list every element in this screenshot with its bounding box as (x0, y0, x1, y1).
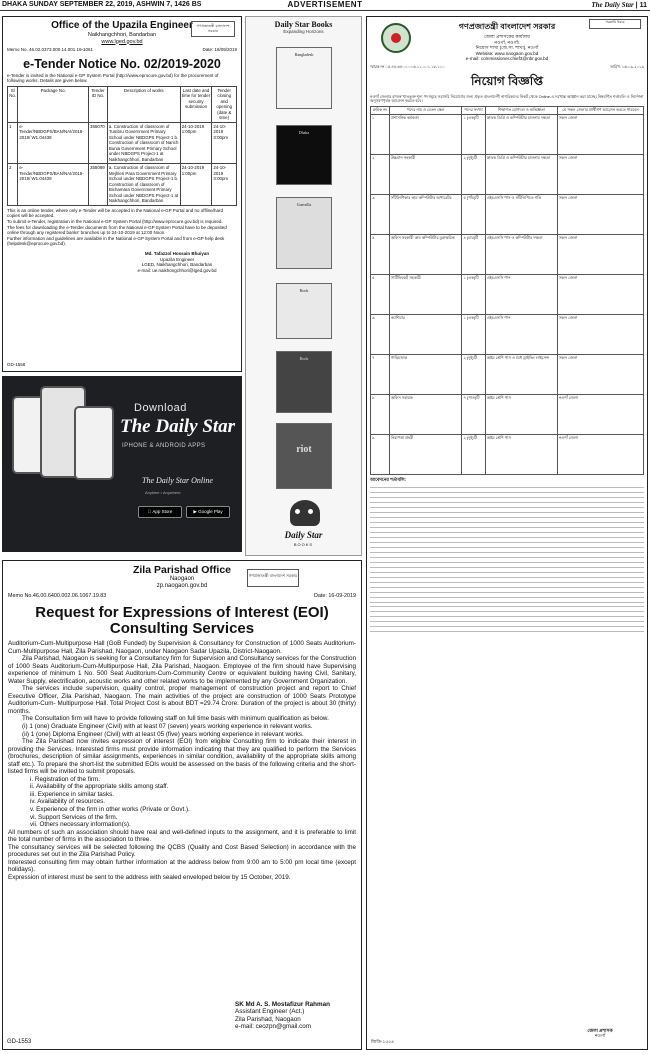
table-row (371, 115, 644, 155)
table-cell: e-Tender/NBDGPS/BAN/NAI/2018-2019/ W1.04439 (18, 164, 89, 206)
table-cell: a. Construction of classroom of Tumbru Government Primary School under NBDGPS Project-1 b. Construction of classroom of Narich Bunia Government Primary School under NBDGPS Project-1 at Naikhangchhori, Bandarban (108, 123, 179, 162)
staff-item: (ii) 1 (one) Diploma Engineer (Civil) with at least 05 (five) years working experience in relevant works. (22, 730, 304, 738)
play-icon: ▶ (193, 509, 197, 514)
table-row (371, 435, 644, 475)
page-number: 11 (639, 2, 647, 9)
upazila-tender-notice (2, 16, 242, 372)
owl-logo-icon (290, 500, 320, 526)
column-header: Sl No. (8, 86, 18, 122)
table-cell: অষ্টম শ্রেণি পাস (485, 435, 557, 475)
tender-table (7, 86, 237, 206)
table-cell: উচ্চমান সহকারী (389, 155, 462, 195)
apple-icon (148, 509, 151, 514)
table-cell: ৭ (সাত)টি (462, 395, 485, 435)
table-cell: ৬ (371, 315, 390, 355)
criteria-item: vii. Others necessary information(s). (30, 821, 131, 829)
paragraph-selection: The consultancy services will be selected following the QCBS (Quality and Cost Based Selection) in accordance with the procedures set out in the Zila Parishad Policy. (8, 843, 356, 859)
table-cell: ২ (দুই)টি (462, 435, 485, 475)
terms-line (370, 578, 644, 582)
govt-stamp: গণপ্রজাতন্ত্রী বাংলাদেশ সরকার (247, 569, 299, 587)
page-header (0, 0, 650, 11)
terms-line (370, 488, 644, 492)
terms-line (370, 563, 644, 567)
criteria-item: vi. Support Services of the firm. (30, 813, 118, 821)
table-cell: e-Tender/NBDGPS/BAN/NAI/2018-2019/ W1.04438 (18, 122, 89, 164)
signature-block (235, 1001, 355, 1031)
table-cell: ১ (এক)টি (462, 315, 485, 355)
book-cover[interactable] (276, 197, 332, 269)
memo-date: তারিখ: ১৬-০৯-২০১৯ (610, 64, 644, 69)
terms-line (370, 623, 644, 627)
memo-number: Memo No.46.00.6400.002.06.1067.19.83 (8, 593, 107, 599)
app-store-label: App Store (149, 509, 170, 514)
table-cell: 24-10-2019 1:00pm (180, 164, 212, 206)
signer-org: Zila Parishad, Naogaon (235, 1015, 301, 1023)
signer-name: SK Md A. S. Mostafizur Rahman (235, 1000, 330, 1008)
note-helpdesk: Further information and guidelines are available in the National e-GP System Portal and from e-GP help desk (helpdesk@eprocure.gov.bd). (7, 235, 225, 247)
terms-line (370, 593, 644, 597)
book-label: riot (296, 444, 312, 455)
column-header: Last date and time for tender security submission (180, 86, 212, 122)
govt-stamp: সরকারি খরচে (589, 19, 641, 29)
download-label: Download (134, 402, 187, 414)
office-location: Naogaon (169, 576, 195, 582)
criteria-list (8, 776, 356, 829)
paragraph-project: Auditorium-Cum-Multipurpose Hall (GoB Funded) by Supervision & Consultancy for Construction of 1000 Seats Auditorium-Cum-Multipurpose Hall, Zila Parishad, Naogaon, under Naogaon Sadar Upazila, District-Naogaon. (8, 640, 356, 655)
memo-line (8, 593, 356, 599)
memo-line (370, 65, 644, 71)
book-cover[interactable] (276, 423, 332, 489)
google-play-label: Google Play (198, 509, 223, 514)
column-header: যে সকল জেলার প্রার্থীগণ আবেদন করতে পারবেন (557, 107, 643, 115)
gov-website[interactable]: Website: www.naogaon.gov.bd (475, 50, 539, 56)
table-cell: ২ (371, 155, 390, 195)
post-table (370, 106, 644, 475)
books-brand-sub: BOOKS (293, 542, 314, 547)
table-cell: সাঁটলিপিকার কাম কম্পিউটার অপারেটর (389, 195, 462, 235)
table-cell: ৯ (371, 435, 390, 475)
table-cell: এইচএসসি পাস (485, 275, 557, 315)
terms-line (370, 618, 644, 622)
table-cell: ১ (371, 115, 390, 155)
terms-line (370, 498, 644, 502)
signer-org: নওগাঁ (594, 1033, 606, 1039)
gov-office: জেলা প্রশাসকের কার্যালয় (483, 34, 531, 39)
column-header: Tender closing and opening (date & time) (212, 86, 237, 122)
notice-subtitle: Consulting Services (109, 620, 255, 637)
terms-line (370, 543, 644, 547)
table-cell: নওগাঁ জেলা (557, 435, 643, 475)
office-website[interactable]: zp.naogaon.gov.bd (156, 583, 208, 589)
terms-line (370, 493, 644, 497)
staff-item: (i) 1 (one) Graduate Engineer (Civil) with at least 07 (seven) years working experience in relevant works. (22, 723, 313, 731)
table-row (8, 122, 237, 164)
table-cell: 355089 (89, 164, 108, 206)
book-cover[interactable] (276, 351, 332, 413)
table-cell: সকল জেলা (557, 195, 643, 235)
platform-label: IPHONE & ANDROID APPS (122, 443, 206, 449)
table-cell: ৩ (371, 195, 390, 235)
table-cell: ২ (দুই)টি (462, 355, 485, 395)
zila-parishad-eoi-notice (2, 560, 362, 1050)
table-cell: নওগাঁ জেলা (557, 395, 643, 435)
table-cell: 24-10-2019 3:00pm (212, 122, 237, 164)
gov-email[interactable]: e-mail: commissioner.chief3@nbr.gov.bd (465, 56, 549, 62)
column-header: Package No. (18, 86, 89, 122)
terms-line (370, 573, 644, 577)
terms-line (370, 628, 644, 632)
signer-name: জেলা প্রশাসক (587, 1027, 613, 1033)
terms-line (370, 528, 644, 532)
table-row (371, 315, 644, 355)
memo-date: Date: 16-09-2019 (314, 593, 356, 599)
memo-number: Memo No. 46.02.0373.000.14.001.19-1061 (7, 47, 94, 52)
criteria-item: ii. Availability of the appropriate skills among staff. (30, 783, 169, 791)
table-cell: এইচএসসি পাস ও সাঁটলিপিতে গতি (485, 195, 557, 235)
column-header: Description of works (107, 86, 180, 122)
app-download-ad[interactable] (2, 376, 242, 552)
terms-line (370, 613, 644, 617)
signer-title: Upazila Engineer (159, 256, 195, 262)
terms-line (370, 483, 644, 487)
table-cell: ১ (এক)টি (462, 115, 485, 155)
table-cell: 355070 (89, 122, 108, 164)
table-cell: স্নাতক ডিগ্রি ও কম্পিউটার চালনায় দক্ষতা (485, 155, 557, 195)
table-cell: ১ (এক)টি (462, 275, 485, 315)
notice-title: Request for Expressions of Interest (EOI) (35, 604, 329, 621)
brand-logo: The Daily Star (591, 1, 634, 9)
paragraph-info: Interested consulting firm may obtain further information at the address below from 9:00 am to 5:00 pm local time (except holidays). (8, 858, 356, 874)
app-brand: The Daily Star (120, 416, 236, 437)
table-cell: ৫ (371, 275, 390, 315)
office-location: Naikhangchhori, Bandarban (87, 32, 157, 38)
table-cell: 1 (8, 122, 18, 164)
table-cell: 24-10-2019 1:00pm (180, 122, 212, 164)
phone-image (74, 406, 114, 480)
table-cell: সকল জেলা (557, 275, 643, 315)
gd-number: GD-1553 (7, 1039, 32, 1045)
table-cell: 2 (8, 164, 18, 206)
book-label: Guerrilla (296, 202, 312, 207)
section-title: ADVERTISEMENT (287, 0, 363, 9)
gd-number: GD-1558 (7, 362, 26, 368)
notice-title: e-Tender Notice No. 02/2019-2020 (23, 56, 221, 71)
books-subtitle: Expanding Horizons (283, 29, 324, 34)
table-row (371, 155, 644, 195)
terms-line (370, 503, 644, 507)
terms-line (370, 598, 644, 602)
book-cover[interactable] (276, 47, 332, 109)
table-header-row (371, 107, 644, 115)
gov-section: নিয়োগ শাখা (জে.সা. শাখা), নওগাঁ (475, 45, 539, 51)
table-cell: ৮ (371, 395, 390, 435)
paragraph-deadline: Expression of interest must be sent to the address with sealed enveloped below by 15 October, 2019. (8, 873, 291, 881)
terms-line (370, 523, 644, 527)
table-cell: অফিস সহকারী কাম কম্পিউটার মুদ্রাক্ষরিক (389, 235, 462, 275)
office-website[interactable]: www.lged.gov.bd (101, 38, 143, 45)
book-label: Bangladesh (294, 52, 314, 57)
book-label: Book (299, 356, 309, 361)
notice-intro: নওগাঁ জেলার রাজস্ব খাতভুক্ত শূন্য পদসমূহে সরাসরি নিয়োগের জন্য প্রকৃত বাংলাদেশী নাগরিকদের নিকট থেকে Online-এ দরখাস্ত আহ্বান করা যাচ্ছে। নিম্নবর্ণিত শর্তাবলি ও নির্দেশনা অনুসরণপূর্বক আবেদন করতে হবে। (370, 93, 644, 104)
column-header: পদের নাম ও বেতন স্কেল (389, 107, 462, 115)
table-cell: সকল জেলা (557, 315, 643, 355)
table-cell: ৫ (পাঁচ)টি (462, 195, 485, 235)
memo-number: স্মারক নং ০৫.৪৪.৬৪০০.০০৬.১১.০০১.১৮-১১০ (370, 64, 445, 69)
terms-line (370, 538, 644, 542)
table-row (371, 395, 644, 435)
paragraph-invite: The Zila Parishad now invites expression of interest (EOI) from eligible Consulting firm to indicate their interest in providing the Services. Interested firms must provide information indicating that they are qualified to perform the Services (brochures, description of similar assignments, experiences in similar condition, availability of the appropriate skills among staff etc.). To prepare the short-list the submitted EOIs would be assessed on the basis of the following criteria and the short-listed firms will be invited to submit proposals. (8, 738, 356, 776)
table-cell: ৪ (371, 235, 390, 275)
govt-seal-icon (381, 23, 411, 53)
table-cell: প্রশাসনিক কর্মকর্তা (389, 115, 462, 155)
table-cell: সার্টিফিকেট সহকারী (389, 275, 462, 315)
online-tagline: Anytime • Anywhere (145, 490, 181, 495)
table-cell: স্নাতক ডিগ্রি ও কম্পিউটার চালনায় দক্ষতা (485, 115, 557, 155)
table-row (8, 164, 237, 206)
table-row (371, 355, 644, 395)
terms-line (370, 508, 644, 512)
terms-line (370, 513, 644, 517)
paragraph-seeking: Zila Parishad, Naogaon is seeking for a Consultancy firm for Supervision and Consultancy services for the Construction of 1000 Seats Auditorium-Cum-Multipurpose Hall, Zila Parishad, Naogaon. Employee of the firm should have Supervising experience of minimum 1 No. 500 Seat Auditorium-Cum-Community Centre or equivalent building having Civil, Sanitary, Water Supply, electrification, acoustic works and other related works to be implemented by any Government Organization. (8, 655, 356, 685)
terms-line (370, 568, 644, 572)
table-row (371, 275, 644, 315)
signer-title: Assistant Engineer (Act.) (235, 1008, 305, 1016)
terms-line (370, 583, 644, 587)
daily-star-books-ad[interactable] (245, 16, 362, 556)
table-cell: অষ্টম শ্রেণি পাস ও বৈধ ড্রাইভিং লাইসেন্স (485, 355, 557, 395)
terms-line (370, 553, 644, 557)
paragraph-association: All numbers of such an association should have real and well-defined inputs to the assignment, and it is preferable to limit the total number of firms in the association to three. (8, 828, 356, 844)
terms-line (370, 548, 644, 552)
terms-line (370, 558, 644, 562)
book-cover[interactable] (276, 283, 332, 339)
book-label: Book (299, 288, 309, 293)
memo-line (7, 47, 237, 53)
table-cell: ক্যাশিয়ার (389, 315, 462, 355)
office-title: Zila Parishad Office (132, 564, 232, 576)
table-cell: অফিস সহায়ক (389, 395, 462, 435)
column-header: Tender ID No. (89, 86, 108, 122)
app-store-badge[interactable] (138, 506, 182, 518)
memo-date: Date: 18/09/2019 (202, 47, 237, 52)
note-online: This is an online tender, where only e-Tender will be accepted in the National e-GP Portal and no offline/hard copies will be accepted. (7, 207, 223, 219)
gd-number: জিডি-১৫৫৪ (371, 1039, 395, 1045)
table-cell: ২ (দুই)টি (462, 155, 485, 195)
criteria-item: iv. Availability of resources. (30, 798, 106, 806)
table-cell: a. Construction of classroom of Mejhleri Para Government Primary School under NBDGPS Project-1 b. Construction of classroom of Bichamara Government Primary School under NBDGPS Project-1 at Naikhangchhori, Bandarban (107, 164, 180, 206)
notice-intro: e-Tender is invited in the National e-GP System Portal (http://www.eprocure.gov.bd) for the procurement of following works. Details are given below. (7, 72, 219, 84)
table-header-row (8, 86, 237, 122)
criteria-item: i. Registration of the firm. (30, 775, 100, 783)
books-title: Daily Star Books (274, 20, 333, 29)
note-registration: To submit e-Tender, registration in the National e-GP System Portal (http://www.eprocure.gov.bd) is required. (7, 218, 223, 224)
terms-line (370, 518, 644, 522)
masthead-page: The Daily Star | 11 (591, 1, 647, 9)
terms-line (370, 603, 644, 607)
table-cell: এইচএসসি পাস ও কম্পিউটার দক্ষতা (485, 235, 557, 275)
terms-list (370, 483, 644, 632)
note-fees: The fees for downloading the e-Tender documents from the National e-GP System Portal have to be deposited online through any registered banks' branches up to 24-10-2019 at 12:00 Noon. (7, 224, 227, 236)
gov-heading: গণপ্রজাতন্ত্রী বাংলাদেশ সরকার (458, 22, 556, 31)
table-cell: সকল জেলা (557, 235, 643, 275)
signer-email[interactable]: e-mail: ue.naikhongchhori@lged.gov.bd (137, 267, 217, 273)
notice-title: নিয়োগ বিজ্ঞপ্তি (470, 73, 544, 88)
signer-name: Md. Tafazzol Hossain Bhuiyan (144, 250, 210, 256)
signer-org: LGED, Naikhangchhori, Bandarban (141, 262, 213, 268)
table-cell: এইচএসসি পাস (485, 315, 557, 355)
table-cell: নিরাপত্তা প্রহরী (389, 435, 462, 475)
column-header: শিক্ষাগত যোগ্যতা ও অভিজ্ঞতা (485, 107, 557, 115)
book-label: Dhaka (298, 130, 310, 135)
terms-line (370, 588, 644, 592)
table-cell: 24-10-2019 3:00pm (212, 164, 237, 206)
column-header: ক্রমিক নং (371, 107, 390, 115)
table-row (371, 195, 644, 235)
signature-block (117, 251, 237, 273)
table-cell: অষ্টম শ্রেণি পাস (485, 395, 557, 435)
govt-stamp: গণপ্রজাতন্ত্রী বাংলাদেশ সরকার (191, 21, 235, 37)
column-header: পদের সংখ্যা (462, 107, 485, 115)
books-brand: Daily Star (284, 530, 323, 540)
table-cell: সকল জেলা (557, 115, 643, 155)
table-cell: সকল জেলা (557, 355, 643, 395)
gov-place: নওগাঁ, নওগাঁ। (494, 39, 520, 45)
signer-email[interactable]: e-mail: ceozpn@gmail.com (235, 1023, 312, 1031)
book-cover[interactable] (276, 125, 332, 185)
online-label: The Daily Star Online (142, 476, 213, 485)
recruitment-notice-bangla (366, 16, 648, 1050)
table-cell: ৭ (371, 355, 390, 395)
signature-block (565, 1028, 635, 1039)
table-cell: সকল জেলা (557, 155, 643, 195)
terms-line (370, 533, 644, 537)
dateline: DHAKA SUNDAY SEPTEMBER 22, 2019, ASHWIN 7, 1426 BS (2, 1, 202, 8)
criteria-item: iii. Experience in similar tasks. (30, 790, 114, 798)
table-cell: গাড়িচালক (389, 355, 462, 395)
terms-line (370, 608, 644, 612)
office-title: Office of the Upazila Engineer (51, 20, 193, 31)
table-row (371, 235, 644, 275)
terms-title: আবেদনের শর্তাবলি: (370, 477, 407, 483)
table-cell: ৪ (চার)টি (462, 235, 485, 275)
paragraph-staff: The Consultation firm will have to provide following staff on full time basis with minimum qualification as below. (22, 715, 329, 723)
google-play-badge[interactable] (186, 506, 230, 518)
criteria-item: v. Experience of the firm in other works (Private or Govt.). (30, 806, 190, 814)
paragraph-services: The services include supervision, quality control, proper management of construction project and report to Chief Executive Officer, Zila Parishad, Naogaon. The main activities of the project are construction of 1000 Seats Prototype Auditorium-Cum- Multipurpose Hall. Total Project Cost is about BDT =29.74 Crore. Duration of the project is about 30 (thirty) months. (8, 685, 356, 715)
